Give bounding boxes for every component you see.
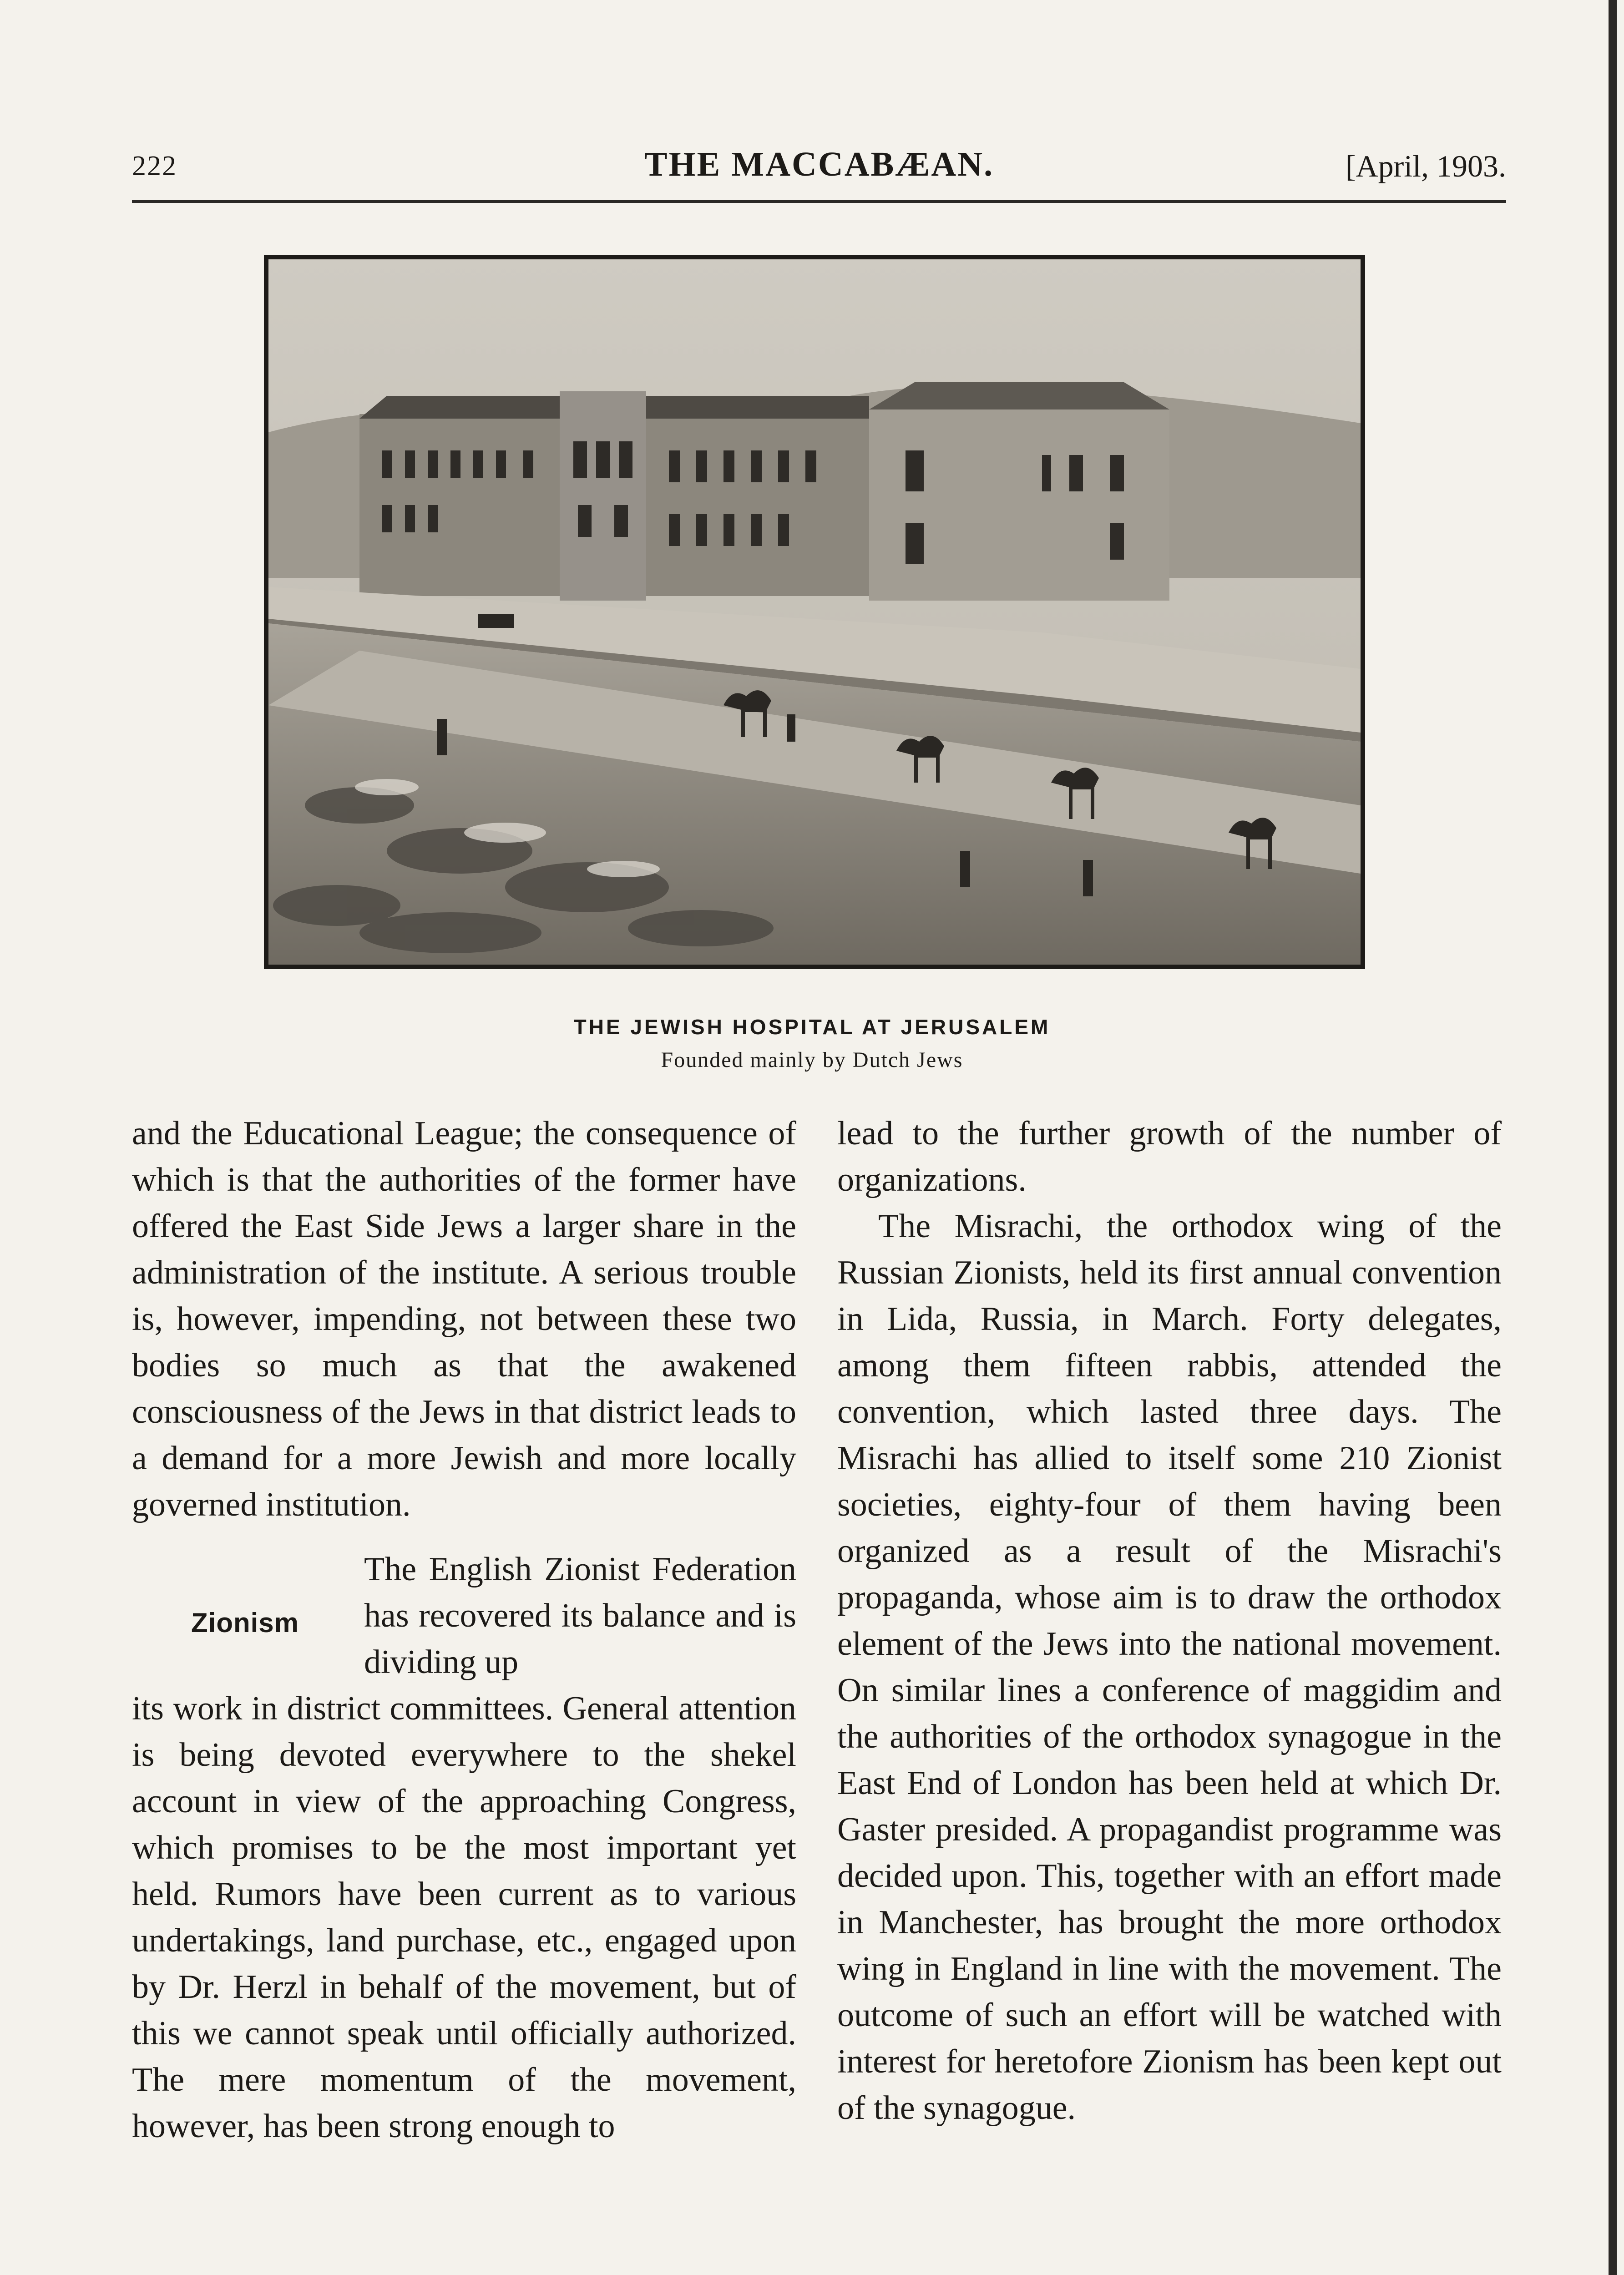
header-rule [132, 200, 1506, 203]
issue-date: [April, 1903. [1345, 149, 1506, 183]
left-column [132, 1110, 796, 2149]
side-heading-zionism: Zionism [191, 1608, 299, 1638]
page-header [132, 141, 1506, 196]
hospital-photo-illustration [268, 259, 1361, 965]
left-paragraph-1: and the Educational League; the consequence of which is that the authorities of the former have offered the East Side Jews a larger share in the administration of the institute. A serious trouble is, however, impending, not between these two bodies so much as that the awakened consciousness of the Jews in that district leads to a demand for a more Jewish and more locally governed institution. [132, 1115, 796, 1523]
photo-caption-title: THE JEWISH HOSPITAL AT JERUSALEM [573, 1015, 1051, 1039]
left-paragraph-2-body: its work in district committees. General attention is being devoted everywhere to the shekel account in view of the approaching Congress, which promises to be the most important yet held. Rumors have been current as to various undertakings, land purchase, etc., engaged upon by Dr. Herzl in behalf of the movement, but of this we cannot speak until officially authorized. The mere momentum of the movement, however, has been strong enough to [132, 1690, 796, 2145]
zionism-section [132, 1546, 796, 2149]
journal-title: THE MACCABÆAN. [644, 145, 994, 183]
photo-caption-subtitle: Founded mainly by Dutch Jews [661, 1048, 963, 1072]
page-number: 222 [132, 151, 177, 182]
scan-edge-shadow [1609, 0, 1617, 2275]
right-paragraph-1: lead to the further growth of the number of organizations. [837, 1115, 1502, 1198]
left-paragraph-2-lead: The English Zionist Federation has recovered its balance and is dividing up [364, 1551, 796, 1681]
right-paragraph-2: The Misrachi, the orthodox wing of the Russian Zionists, held its first annual convention in Lida, Russia, in March. Forty delegates, among them fifteen rabbis, attended the convention, which lasted three days. The Misrachi has allied to itself some 210 Zionist societies, eighty-four of them having been organized as a result of the Misrachi's propaganda, whose aim is to draw the orthodox element of the Jews into the national movement. On similar lines a conference of maggidim and the authorities of the orthodox synagogue in the East End of London has been held at which Dr. Gaster presided. A propagandist programme was decided upon. This, together with an effort made in Manchester, has brought the more orthodox wing in England in line with the movement. The outcome of such an effort will be watched with interest for heretofore Zionism has been kept out of the synagogue. [837, 1208, 1502, 2127]
hospital-photograph [264, 255, 1365, 969]
right-column [837, 1110, 1502, 2131]
